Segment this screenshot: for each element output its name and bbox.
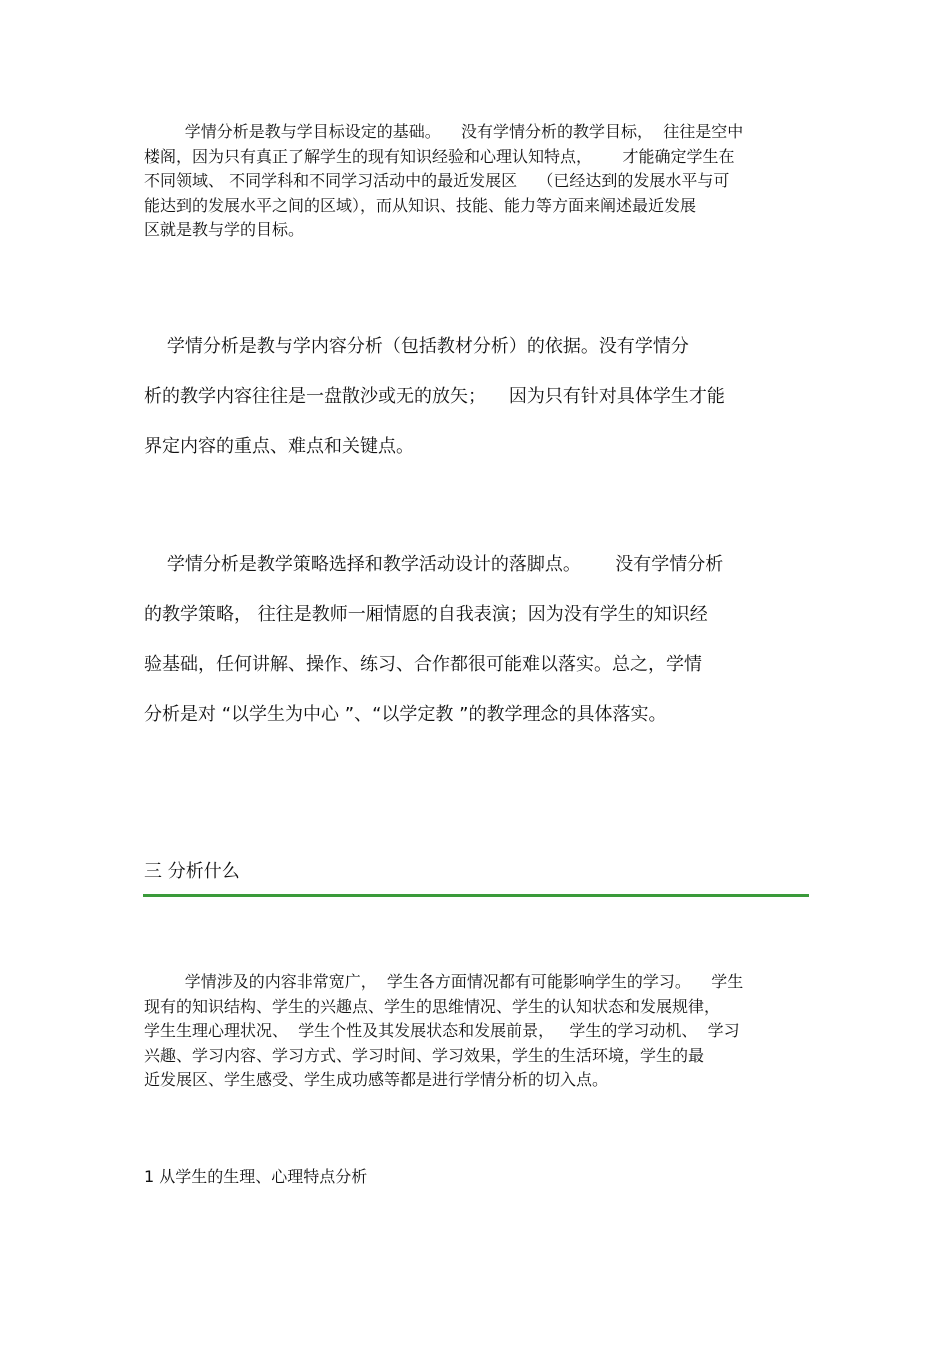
paragraph-line: 现有的知识结构、学生的兴趣点、学生的思维情况、学生的认知状态和发展规律， [144,996,721,1016]
paragraph-line: 兴趣、学习内容、学习方式、学习时间、学习效果，学生的生活环境，学生的最 [144,1045,705,1065]
paragraph-analysis-scope [144,970,809,1093]
heading-underline [143,894,809,897]
paragraph-line: 学情分析是教与学目标设定的基础。 没有学情分析的教学目标， 往往是空中 [144,122,744,141]
subsection-heading: 1 从学生的生理、心理特点分析 [144,1167,368,1186]
paragraph-line: 学生生理心理状况、 学生个性及其发展状态和发展前景， 学生的学习动机、 学习 [144,1021,740,1040]
paragraph-line: 界定内容的重点、难点和关键点。 [144,436,414,457]
paragraph-line: 分析是对 “以学生为中心 ”、“以学定教 ”的教学理念的具体落实。 [144,704,667,725]
paragraph-line: 区就是教与学的目标。 [144,220,305,239]
paragraph-line: 近发展区、学生感受、学生成功感等都是进行学情分析的切入点。 [144,1070,609,1089]
paragraph-line: 析的教学内容往往是一盘散沙或无的放矢； 因为只有针对具体学生才能 [144,386,725,407]
paragraph-line: 学情分析是教与学内容分析（包括教材分析）的依据。没有学情分 [144,336,689,357]
paragraph-content-analysis [144,322,809,472]
section-heading: 三 分析什么 [144,861,240,882]
paragraph-teaching-strategy [144,540,809,740]
paragraph-line: 学情分析是教学策略选择和教学活动设计的落脚点。 没有学情分析 [144,554,724,575]
paragraph-line: 能达到的发展水平之间的区域），而从知识、技能、能力等方面来阐述最近发展 [144,195,697,215]
paragraph-line: 的教学策略， 往往是教师一厢情愿的自我表演；因为没有学生的知识经 [144,604,708,625]
paragraph-line: 不同领域、 不同学科和不同学习活动中的最近发展区 （已经达到的发展水平与可 [144,171,730,190]
paragraph-line: 楼阁，因为只有真正了解学生的现有知识经验和心理认知特点， 才能确定学生在 [144,146,735,166]
paragraph-goal-setting [144,120,809,243]
paragraph-line: 验基础，任何讲解、操作、练习、合作都很可能难以落实。总之，学情 [144,654,702,675]
paragraph-line: 学情涉及的内容非常宽广， 学生各方面情况都有可能影响学生的学习。 学生 [144,972,744,991]
